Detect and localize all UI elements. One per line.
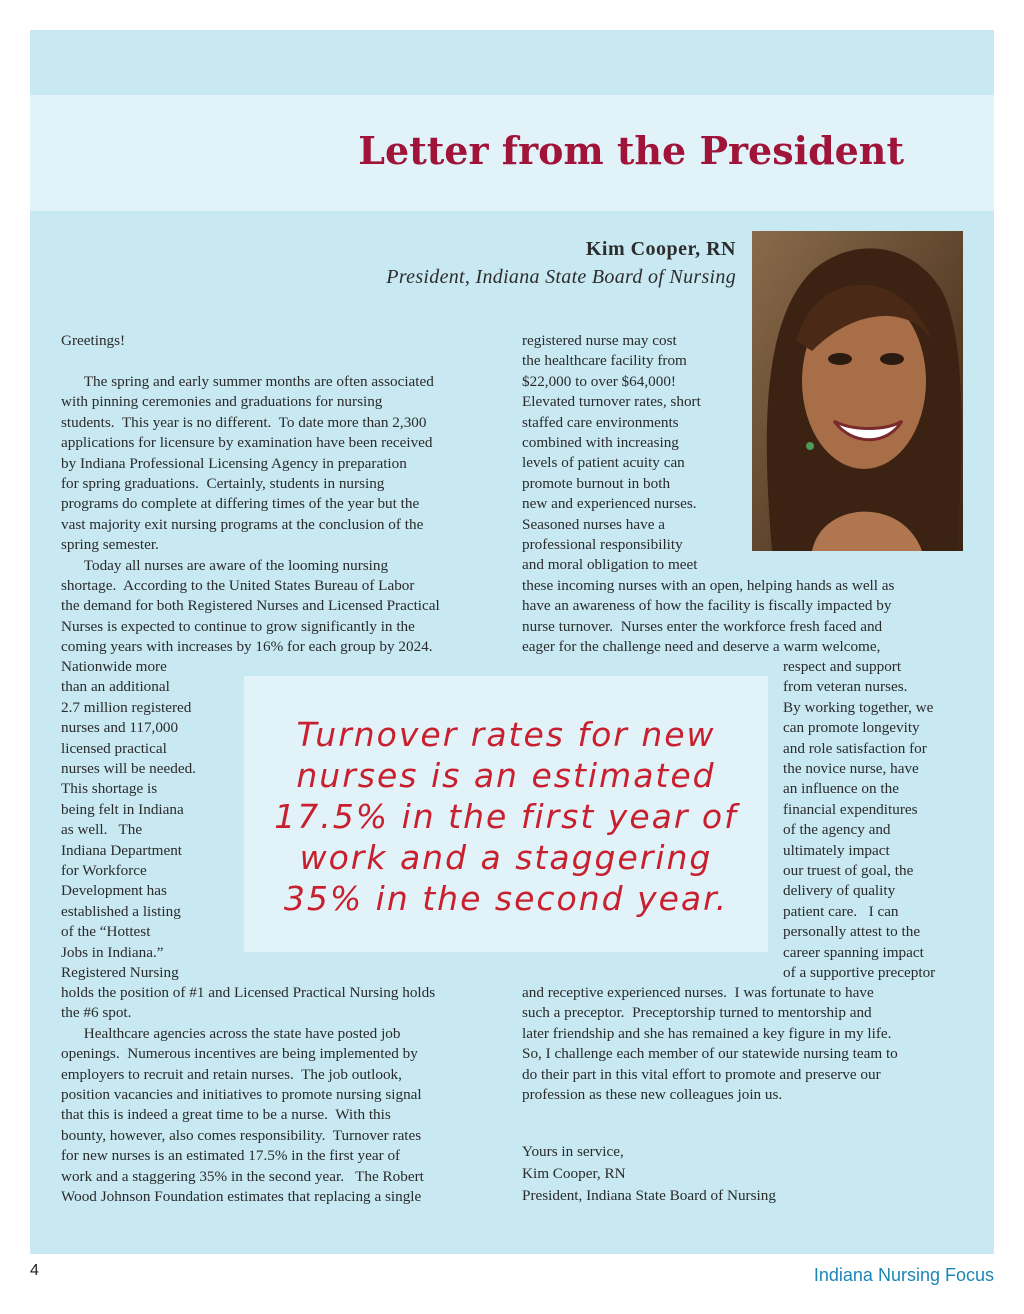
publication-name: Indiana Nursing Focus	[813, 1265, 994, 1285]
signoff: Yours in service, Kim Cooper, RN President, Indiana State Board of Nursing	[522, 1143, 776, 1204]
page-number: 4	[30, 1262, 39, 1279]
greeting: Greetings!	[61, 332, 126, 349]
body-right-top: registered nurse may cost the healthcare facility from $22,000 to over $64,000! Elevated turnover rates, short staffed care environments combined with increasing levels of patient acuity can promote burnout in both new and experienced nurses. Seasoned nurses have a professional responsibility and moral obligation to meet	[522, 332, 701, 574]
page-title: Letter from the President	[358, 128, 904, 173]
body-left-top: The spring and early summer months are often associated with pinning ceremonies and graduations for nursing students. This year is no different. To date more than 2,300 applications for licensure by examination have been received by Indiana Professional Licensing Agency in preparation for spring graduations. Certainly, students in nursing programs do complete at differing times of the year but the vast majority exit nursing programs at the conclusion of the spring semester. Today all nurses are aware of the looming nursing shortage. According to the United States Bureau of Labor the demand for both Registered Nurses and Licensed Practical Nurses is expected to continue to grow significantly in the coming years with increases by 16% for each group by 2024.	[61, 373, 440, 656]
author-name: Kim Cooper, RN	[585, 238, 736, 260]
body-left-narrow: Nationwide more than an additional 2.7 million registered nurses and 117,000 licensed practical nurses will be needed. This shortage is being felt in Indiana as well. The Indiana Department for Workforce Development has established a listing of the “Hottest Jobs in Indiana.” Registered Nursing	[61, 658, 196, 982]
body-left-bottom: holds the position of #1 and Licensed Practical Nursing holds the #6 spot. Healthcare agencies across the state have posted job openings. Numerous incentives are being implemented by employers to recruit and retain nurses. The job outlook, position vacancies and initiatives to promote nursing signal that this is indeed a great time to be a nurse. With this bounty, however, also comes responsibility. Turnover rates for new nurses is an estimated 17.5% in the first year of work and a staggering 35% in the second year. The Robert Wood Johnson Foundation estimates that replacing a single	[61, 984, 436, 1206]
pull-quote: Turnover rates for new nurses is an estimated 17.5% in the first year of work and a staggering 35% in the second year.	[274, 715, 738, 918]
body-right-wide: these incoming nurses with an open, helping hands as well as have an awareness of how the facility is fiscally impacted by nurse turnover. Nurses enter the workforce fresh faced and eager for the challenge need and deserve a warm welcome,	[522, 577, 895, 656]
author-photo	[752, 231, 963, 551]
body-right-narrow: respect and support from veteran nurses. By working together, we can promote longevity and role satisfaction for the novice nurse, have an influence on the financial expenditures of the agency and ultimately impact our truest of goal, the delivery of quality patient care. I can personally attest to the career spanning impact of a supportive preceptor	[783, 658, 936, 982]
body-right-bottom: and receptive experienced nurses. I was fortunate to have such a preceptor. Preceptorship turned to mentorship and later friendship and she has remained a key figure in my life. So, I challenge each member of our statewide nursing team to do their part in this vital effort to promote and preserve our profession as these new colleagues join us.	[522, 984, 898, 1104]
author-title: President, Indiana State Board of Nursing	[386, 266, 736, 288]
